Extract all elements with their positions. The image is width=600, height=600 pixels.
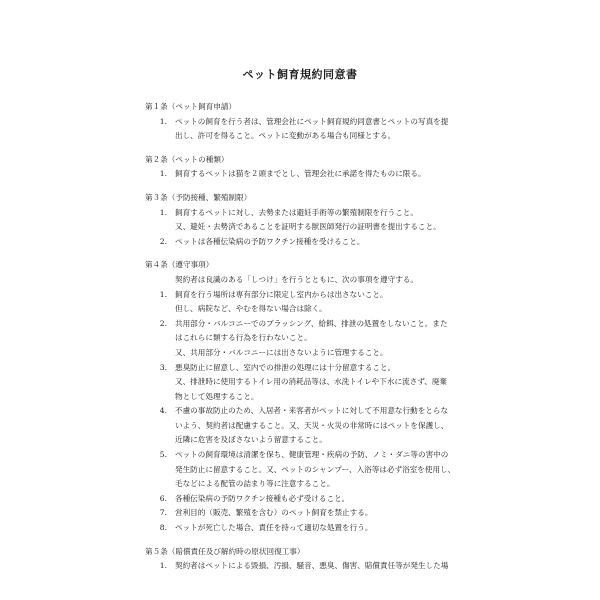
clause-number: 2.	[159, 318, 167, 328]
clause-text	[175, 404, 470, 448]
clause-line: 飼育するペットに対し、去勢または避妊手術等の繁殖制限を行うこと。	[175, 207, 418, 217]
clause-text	[175, 448, 470, 492]
clause-number: 1.	[159, 116, 167, 126]
clause-item	[145, 521, 470, 536]
clause-number: 3.	[159, 362, 167, 372]
article-heading: 第３条（予防接種、繁殖制限）	[145, 192, 252, 202]
clause-number: 5.	[159, 450, 167, 460]
clause-number: 4.	[159, 406, 167, 416]
clause-line: ペットが死亡した場合、責任を持って適切な処置を行う。	[175, 523, 373, 533]
clause-text	[175, 206, 470, 235]
clause-item	[145, 235, 470, 250]
clause-item	[145, 492, 470, 507]
clause-text	[175, 521, 470, 536]
article-intro: 契約者は良識のある「しつけ」を行うとともに、次の事項を遵守する。	[175, 274, 418, 284]
clause-item	[145, 404, 470, 448]
clause-line: 又、共用部分・バルコニーには出さないように管理すること。	[175, 347, 388, 357]
clause-number: 8.	[159, 523, 167, 533]
clause-line: ペットは各種伝染病の予防ワクチン接種を受けること。	[175, 236, 365, 246]
clause-text	[175, 506, 470, 521]
clause-number: 1.	[159, 289, 167, 299]
clause-number: 7.	[159, 508, 167, 518]
clause-line: 毛などによる配管の詰まり等に注意すること。	[175, 479, 335, 489]
article-heading: 第２条（ペットの種類）	[145, 154, 229, 164]
clause-line: 不慮の事故防止のため、入居者・来客者がペットに対して不用意な行動をとらな	[175, 406, 449, 416]
clause-line: 飼育するペットは猫を２頭までとし、管理会社に承諾を得たものに限る。	[175, 169, 426, 179]
clause-item	[145, 361, 470, 405]
clause-text	[175, 167, 470, 182]
clause-number: 1.	[159, 561, 167, 571]
article-section	[145, 100, 470, 144]
clause-item	[145, 167, 470, 182]
clause-text	[175, 288, 470, 317]
clause-item	[145, 206, 470, 235]
clause-line: ペットの飼育環境は清潔を保ち、健康管理・疾病の予防、ノミ・ダニ等の害中の	[175, 450, 449, 460]
clause-item	[145, 317, 470, 361]
clause-line: 各種伝染病の予防ワクチン接種も必ず受けること。	[175, 493, 350, 503]
clause-item	[145, 559, 470, 574]
clause-line: 又、避妊・去勢済であることを証明する獣医師発行の証明書を提出すること。	[175, 222, 441, 232]
clause-text	[175, 361, 470, 405]
document-body	[145, 100, 470, 583]
clause-line: 悪臭防止に留意し、室内での排泄の処理には十分留意すること。	[175, 362, 396, 372]
clause-line: 近隣に危害を及ぼさないよう留意すること。	[175, 435, 327, 445]
clause-item	[145, 506, 470, 521]
article-section	[145, 545, 470, 574]
article-heading: 第５条（賠償責任及び解約時の原状回復工事）	[145, 546, 305, 556]
article-section	[145, 258, 470, 535]
article-section	[145, 191, 470, 249]
clause-number: 2.	[159, 236, 167, 246]
clause-line: 営利目的（販売、繁殖を含む）のペット飼育を禁止する。	[175, 508, 373, 518]
clause-line: はこれらに類する行為を行わないこと。	[175, 333, 312, 343]
clause-text	[175, 115, 470, 144]
article-heading: 第４条（遵守事項）	[145, 260, 214, 270]
clause-item	[145, 288, 470, 317]
clause-line: 又、排泄時に使用するトイレ用の消耗品等は、水洗トイレや下水に流さず、廃棄	[175, 377, 448, 387]
clause-line: ペットの飼育を行う者は、管理会社にペット飼育規約同意書とペットの写真を提	[175, 116, 449, 126]
clause-text	[175, 317, 470, 361]
clause-line: 飼育を行う場所は専有部分に限定し室内からは出さないこと。	[175, 289, 388, 299]
article-heading: 第１条（ペット飼育申請）	[145, 102, 237, 111]
clause-text	[175, 235, 470, 250]
clause-line: 契約者はペットによる毀損、汚損、騒音、悪臭、傷害、賠償責任等が発生した場	[175, 561, 449, 571]
clause-line: 発生防止に留意すること。又、ペットのシャンプー、入浴等は必ず浴室を使用し、	[175, 464, 456, 474]
clause-line: いよう、契約者は配慮すること。又、天災・火災の非常時にはペットを保護し、	[175, 420, 449, 430]
clause-number: 1.	[159, 207, 167, 217]
clause-line: 共用部分・バルコニーでのブラッシング、給餌、排泄の処置をしないこと。また	[175, 318, 448, 328]
clause-line: 出し、許可を得ること。ペットに変動がある場合も同様とする。	[175, 131, 396, 141]
clause-text	[175, 559, 470, 574]
clause-item	[145, 448, 470, 492]
clause-line: 物として処理すること。	[175, 391, 259, 401]
clause-number: 1.	[159, 169, 167, 179]
clause-line: 但し、病院など、やむを得ない場合は除く。	[175, 304, 327, 314]
document-title: ペット飼育規約同意書	[242, 68, 358, 81]
article-section	[145, 153, 470, 182]
clause-text	[175, 492, 470, 507]
clause-item	[145, 115, 470, 144]
clause-number: 6.	[159, 493, 167, 503]
